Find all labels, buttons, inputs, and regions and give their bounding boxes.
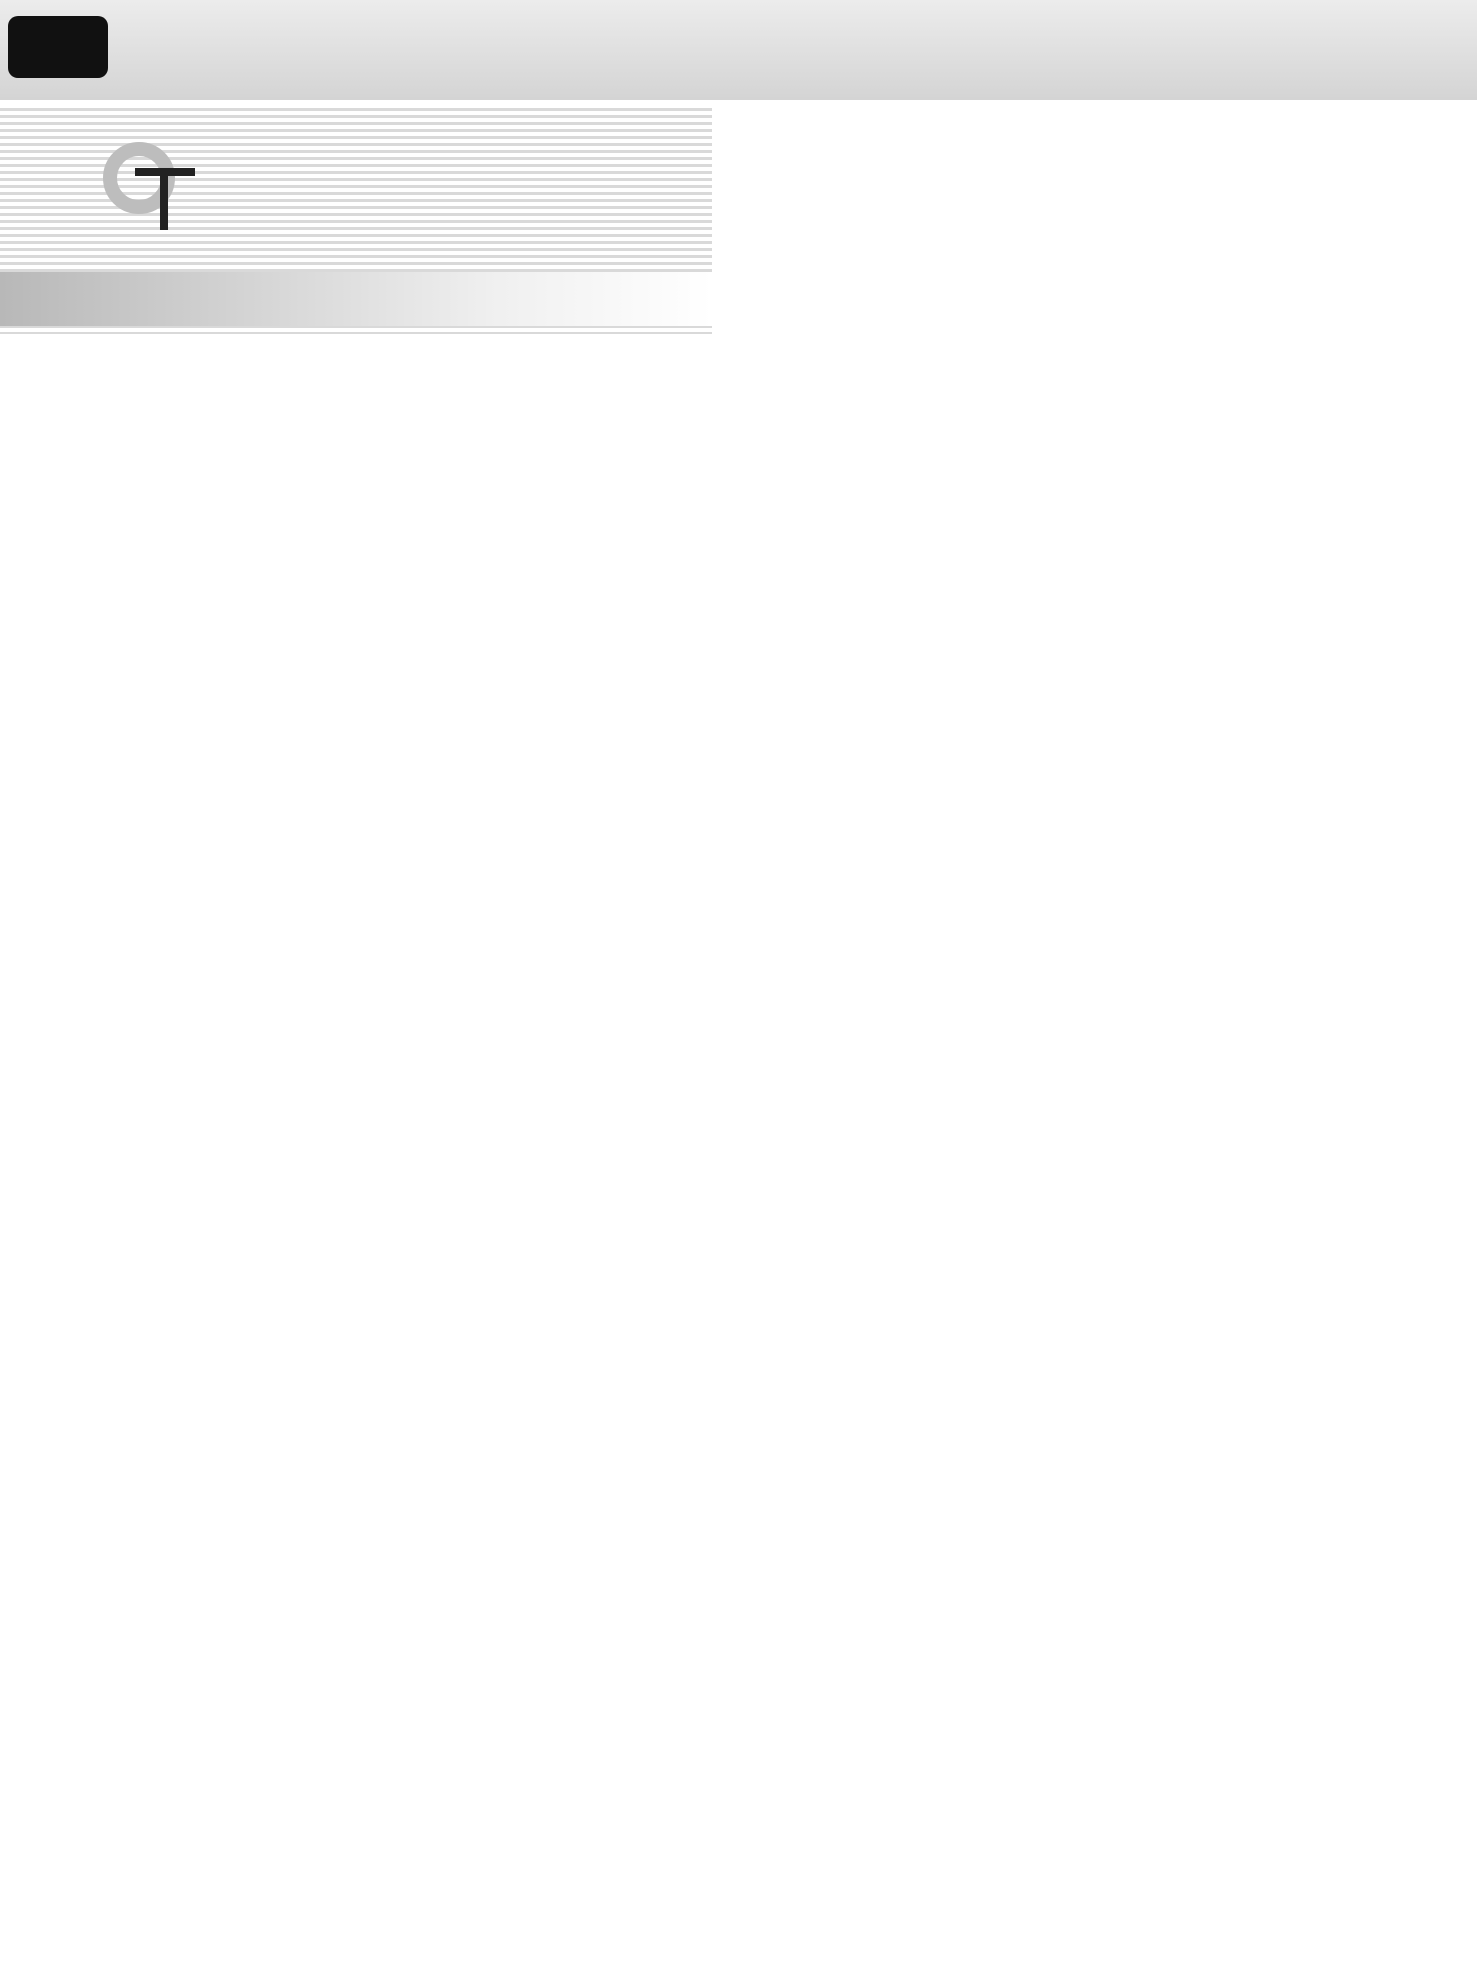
ot-logo-t-stem bbox=[160, 168, 168, 230]
page-header bbox=[0, 0, 1477, 100]
section-heading bbox=[0, 272, 712, 326]
universal-self-scorer-logo bbox=[8, 16, 108, 78]
